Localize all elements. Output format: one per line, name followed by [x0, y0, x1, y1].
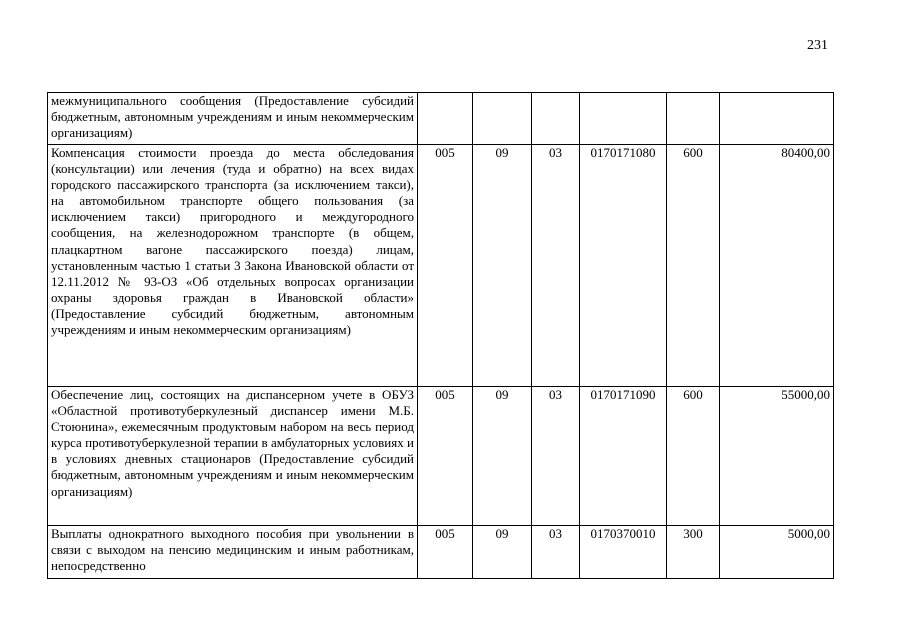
row-amount: 80400,00 [720, 145, 834, 387]
page-number: 231 [807, 38, 828, 53]
row-admin-code [418, 93, 473, 145]
row-expense-type [667, 93, 720, 145]
row-amount [720, 93, 834, 145]
row-expense-type: 600 [667, 387, 720, 526]
row-admin-code: 005 [418, 526, 473, 579]
row-description: Компенсация стоимости проезда до места обследования (консультации) или лечения (туда и обратно) на всех видах городского пассажирского транспорта (за исключением такси), на автомобильном транспорте общего пользования (за исключением такси) пригородного и междугородного сообщения, на железнодорожном транспорте (в общем, плацкартном вагоне пассажирского поезда) лицам, установленным частью 1 статьи 3 Закона Ивановской области от 12.11.2012 № 93-ОЗ «Об отдельных вопросах организации охраны здоровья граждан в Ивановской области» (Предоставление субсидий бюджетным, автономным учреждениям и иным некоммерческим организациям) [48, 145, 418, 387]
row-subsection-code: 03 [532, 145, 580, 387]
budget-table [47, 92, 834, 579]
row-amount: 5000,00 [720, 526, 834, 579]
table-row [48, 145, 834, 387]
row-target-code: 0170370010 [580, 526, 667, 579]
row-subsection-code [532, 93, 580, 145]
table-row [48, 526, 834, 579]
row-target-code: 0170171080 [580, 145, 667, 387]
row-description: Обеспечение лиц, состоящих на диспансерном учете в ОБУЗ «Областной противотуберкулезный диспансер имени М.Б. Стоюнина», ежемесячным продуктовым набором на весь период курса противотуберкулезной терапии в амбулаторных условиях и в условиях дневных стационаров (Предоставление субсидий бюджетным, автономным учреждениям и иным некоммерческим организациям) [48, 387, 418, 526]
table-row [48, 387, 834, 526]
row-section-code: 09 [473, 145, 532, 387]
row-subsection-code: 03 [532, 387, 580, 526]
row-expense-type: 300 [667, 526, 720, 579]
row-description: Выплаты однократного выходного пособия при увольнении в связи с выходом на пенсию медицинским и иным работникам, непосредственно [48, 526, 418, 579]
row-section-code: 09 [473, 387, 532, 526]
row-target-code: 0170171090 [580, 387, 667, 526]
row-expense-type: 600 [667, 145, 720, 387]
table-row [48, 93, 834, 145]
row-section-code: 09 [473, 526, 532, 579]
row-description: межмуниципального сообщения (Предоставление субсидий бюджетным, автономным учреждениям и иным некоммерческим организациям) [48, 93, 418, 145]
row-admin-code: 005 [418, 387, 473, 526]
row-admin-code: 005 [418, 145, 473, 387]
row-target-code [580, 93, 667, 145]
row-subsection-code: 03 [532, 526, 580, 579]
row-amount: 55000,00 [720, 387, 834, 526]
row-section-code [473, 93, 532, 145]
